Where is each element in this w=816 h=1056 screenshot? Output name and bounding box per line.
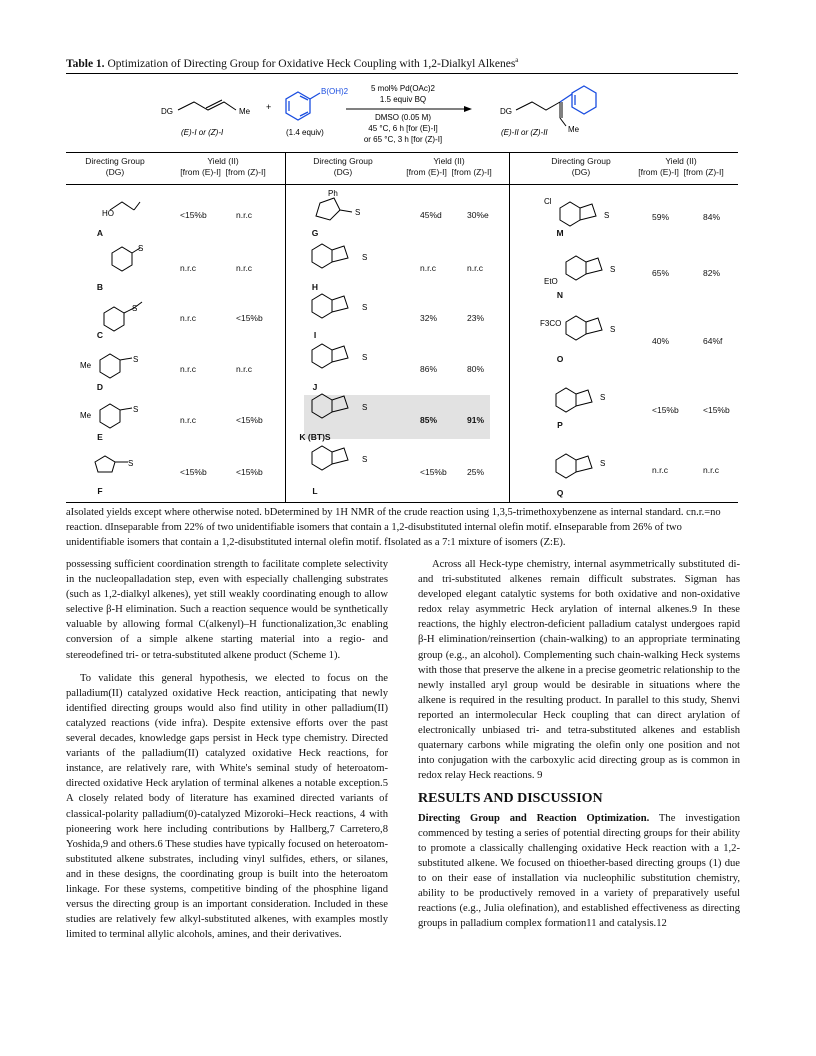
- compound-label: L: [312, 486, 318, 496]
- yield-e: n.r.c: [180, 364, 197, 374]
- compound-label: G: [311, 228, 319, 238]
- compound-label: C: [96, 330, 104, 340]
- yield-e: n.r.c: [180, 263, 197, 273]
- header-dg-2: Directing Group (DG): [313, 156, 373, 177]
- yield-e: n.r.c: [180, 313, 197, 323]
- product-label: (E)-II or (Z)-II: [501, 128, 548, 137]
- yield-z: <15%b: [236, 313, 263, 323]
- yield-e: 65%: [652, 268, 670, 278]
- compound-label: J: [312, 382, 318, 392]
- cond-oxidant: 1.5 equiv BQ: [379, 95, 427, 104]
- plus-sign: +: [266, 102, 272, 112]
- svg-text:S: S: [610, 265, 616, 274]
- yield-e: 59%: [652, 212, 670, 222]
- svg-text:S: S: [362, 353, 368, 362]
- yield-z: n.r.c: [236, 263, 253, 273]
- header-yield-3: Yield (II) [from (E)-I] [from (Z)-I]: [638, 156, 724, 177]
- cond-solvent: DMSO (0.05 M): [374, 113, 432, 122]
- compound-label: N: [556, 290, 564, 300]
- yield-z: n.r.c: [236, 364, 253, 374]
- reaction-scheme: [66, 80, 738, 152]
- svg-text:Me: Me: [80, 361, 92, 370]
- cond-temp-z: or 65 °C, 3 h [for (Z)-I]: [363, 135, 443, 144]
- header-bottom-rule: [66, 184, 738, 185]
- svg-text:S: S: [600, 393, 606, 402]
- svg-text:S: S: [362, 253, 368, 262]
- yield-z: 23%: [467, 313, 485, 323]
- svg-text:S: S: [128, 459, 134, 468]
- yield-z: <15%b: [236, 467, 263, 477]
- table-top-rule: [66, 73, 738, 74]
- cond-catalyst: 5 mol% Pd(OAc)2: [370, 84, 436, 93]
- table-footnotes: aIsolated yields except where otherwise noted. bDetermined by 1H NMR of the crude reaction using 1,3,5-trimethoxybenzene as internal standard. cn.r.=no reaction. dInseparable from 22% of two unidentifiable isomers that contain a 1,2-disubstituted internal olefin motif. eInseparable from 26% of two unidentifiable isomers that contain a 1,2-disubstituted internal olefin motif. fIsolated as a 7:1 mixture of isomers (Z:E).: [66, 507, 721, 548]
- svg-text:HO: HO: [102, 209, 114, 218]
- header-yield-2: Yield (II) [from (E)-I] [from (Z)-I]: [406, 156, 492, 177]
- boronic-acid: B(OH)2: [321, 87, 349, 96]
- product-phenyl-icon: [560, 86, 596, 114]
- compound-label: F: [97, 486, 103, 496]
- yield-z: n.r.c: [467, 263, 484, 273]
- svg-text:F3CO: F3CO: [540, 319, 562, 328]
- right-paragraph-2-text: The investigation commenced by testing a series of potential directing groups for their ability to promote a classically challenging oxidative Heck reaction with a 1,2-substituted alkene. We focused on thioether-based directing groups (1) due to on their ease of installation via nucleophilic substitution chemistry, ability to be productively removed in a variety of preparatively useful reactions (e.g., Julia olefination), and established effectiveness as directing groups in palladium complex formation11 and catalysis.12: [418, 812, 740, 930]
- compound-label: O: [556, 354, 564, 364]
- subsection-heading: Directing Group and Reaction Optimization.: [418, 812, 650, 824]
- yield-z: 64%f: [703, 336, 723, 346]
- yield-z: n.r.c: [236, 210, 253, 220]
- svg-text:Cl: Cl: [544, 197, 552, 206]
- substrate-dg: DG: [161, 107, 173, 116]
- header-dg-3: Directing Group (DG): [551, 156, 611, 177]
- yield-z: <15%b: [703, 405, 730, 415]
- compound-label: Q: [556, 488, 564, 498]
- compound-label: K (BT)S: [299, 432, 331, 442]
- svg-text:EtO: EtO: [544, 277, 558, 286]
- caption-footnote-mark: a: [515, 56, 519, 64]
- table-caption: [66, 56, 518, 70]
- right-column: [418, 557, 740, 939]
- svg-text:S: S: [362, 403, 368, 412]
- yield-e: 85%: [420, 415, 438, 425]
- yield-z: 80%: [467, 364, 485, 374]
- header-dg-1: Directing Group (DG): [85, 156, 145, 177]
- left-paragraph-2: To validate this general hypothesis, we elected to focus on the palladium(II) catalyzed oxidative Heck reaction, anticipating that newly identified directing groups would also find utility in other palladium(II) catalyzed reactions (vide infra). Despite extensive efforts over the past several decades, knowledge gaps persist in Heck type chemistry. Directed variants of the palladium(II) catalyzed oxidative Heck reactions, for instance, are relatively rare, with White's seminal study of heteroatom-directed oxidative Heck arylation of terminal alkenes a notable exception.5 A closely related body of literature has examined directed variants of classical-polarity palladium(0)-catalyzed Mizoroki–Heck reactions, 4 with pioneering work here including contributions by Hallberg,7 Carretero,8 Yoshida,9 and others.6 These studies have typically focused on heteroatom-substituted alkene substrates, including vinyl sulfides, ethers, or silanes, and in these designs, the coordinating group is built into the heteroatom linkage. For these systems, competitive binding of the phosphine ligand versus the directing group is an important consideration. Included in these studies are relatively few alkyl-substituted alkenes, with examples mostly limited to terminal allylic alcohols, amines, and their derivatives.: [66, 672, 388, 941]
- svg-text:S: S: [133, 405, 139, 414]
- svg-text:S: S: [138, 244, 144, 253]
- column-divider-1: [285, 152, 286, 502]
- yield-e: n.r.c: [652, 465, 669, 475]
- table-title: Optimization of Directing Group for Oxidative Heck Coupling with 1,2-Dialkyl Alkenes: [107, 57, 516, 70]
- substrate-label: (E)-I or (Z)-I: [181, 128, 224, 137]
- svg-text:S: S: [604, 211, 610, 220]
- yield-z: <15%b: [236, 415, 263, 425]
- yield-z: 30%e: [467, 210, 489, 220]
- yield-z: n.r.c: [703, 465, 720, 475]
- yield-e: n.r.c: [180, 415, 197, 425]
- yield-z: 84%: [703, 212, 721, 222]
- section-heading: RESULTS AND DISCUSSION: [418, 791, 603, 807]
- table-bottom-rule: [66, 502, 738, 503]
- product-me: Me: [568, 125, 580, 134]
- svg-text:S: S: [133, 355, 139, 364]
- yield-e: 40%: [652, 336, 670, 346]
- yield-e: <15%b: [420, 467, 447, 477]
- yield-z: 25%: [467, 467, 485, 477]
- svg-text:Me: Me: [80, 411, 92, 420]
- compound-label: M: [556, 228, 564, 238]
- svg-text:S: S: [362, 455, 368, 464]
- cond-temp-e: 45 °C, 6 h [for (E)-I]: [368, 124, 438, 133]
- svg-text:S: S: [132, 304, 138, 313]
- yield-z: 82%: [703, 268, 721, 278]
- compound-label: I: [313, 330, 317, 340]
- column-divider-2: [509, 152, 510, 502]
- substrate-me: Me: [239, 107, 251, 116]
- compound-label: D: [96, 382, 104, 392]
- yield-e: <15%b: [652, 405, 679, 415]
- yield-e: 45%d: [420, 210, 442, 220]
- compound-label: P: [557, 420, 563, 430]
- header-yield-1: Yield (II) [from (E)-I] [from (Z)-I]: [180, 156, 266, 177]
- header-top-rule: [66, 152, 738, 153]
- compound-label: A: [96, 228, 104, 238]
- compound-label: B: [96, 282, 104, 292]
- table-label: Table 1.: [66, 57, 105, 70]
- right-paragraph-1: Across all Heck-type chemistry, internal asymmetrically substituted di- and tri-substituted alkenes remain difficult substrates. Sigman has developed elegant catalytic systems for both oxidative and non-oxidative redox relay asymmetric Heck arylation of internal alkenes.9 In these reactions, the highly electron-deficient palladium catalyst undergoes rapid β-H elimination/reinsertion (chain-walking) to an appropriate terminating group (e.g., an alcohol). Complementing such chain-walking Heck systems with those that preserve the alkene in a precise geometric relationship to the newly installed aryl group would be desirable in situations where the alkene is required in the resulting product. In parallel to this study, Shenvi reported an intermolecular Heck coupling that can direct arylation of electronically unbiased tri- and tetra-substituted alkenes and establish quaternary carbons while migrating the olefin only one position and not into conjugation with the carboxylic acid directing group as is common in redox relay Heck reactions. 9: [418, 559, 740, 782]
- phenyl-ring-icon: [286, 92, 320, 120]
- yield-e: <15%b: [180, 467, 207, 477]
- right-paragraph-2: [418, 811, 740, 932]
- svg-text:S: S: [355, 208, 361, 217]
- svg-text:S: S: [610, 325, 616, 334]
- compound-label: E: [97, 432, 103, 442]
- yield-e: 32%: [420, 313, 438, 323]
- svg-text:S: S: [600, 459, 606, 468]
- yield-z: 91%: [467, 415, 485, 425]
- product-dg: DG: [500, 107, 512, 116]
- compound-label: H: [311, 282, 319, 292]
- boronic-equiv: (1.4 equiv): [286, 128, 324, 137]
- yield-e: <15%b: [180, 210, 207, 220]
- svg-text:Ph: Ph: [328, 189, 338, 198]
- yield-e: 86%: [420, 364, 438, 374]
- left-paragraph-1: possessing sufficient coordination strength to facilitate complete selectivity in the nucleopalladation step, even with especially challenging substrates (such as 1,2-dialkyl alkenes), yet still weakly coordinating enough to allow selective β-H elimination. Such a reaction sequence would be synthetically valuable by allowing formal C(alkenyl)–H functionalization,3c enabling conversion of a simple alkene starting material into a regio- and stereodefined tri- or tetra-substituted alkene product (Scheme 1).: [66, 559, 388, 661]
- left-column: [66, 557, 388, 950]
- yield-e: n.r.c: [420, 263, 437, 273]
- svg-text:S: S: [362, 303, 368, 312]
